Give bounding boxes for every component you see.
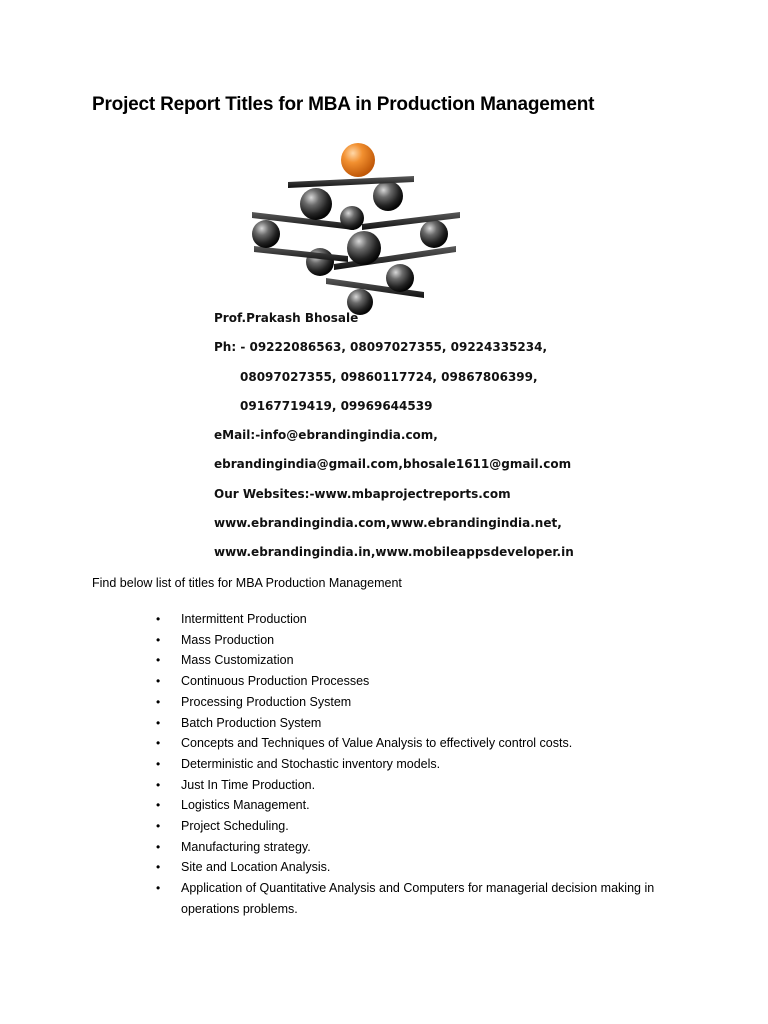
list-item bbox=[156, 609, 696, 630]
phone-line-1: Ph: - 09222086563, 08097027355, 09224335234, bbox=[214, 340, 548, 355]
bullet-icon: • bbox=[156, 798, 161, 813]
bullet-icon: • bbox=[156, 674, 161, 689]
list-item bbox=[156, 878, 696, 919]
bullet-icon: • bbox=[156, 715, 161, 730]
list-item bbox=[156, 733, 696, 754]
bullet-icon: • bbox=[156, 819, 161, 834]
bullet-icon: • bbox=[156, 632, 161, 647]
titles-list bbox=[156, 609, 696, 920]
list-item-text: Intermittent Production bbox=[181, 612, 307, 626]
list-item bbox=[156, 795, 696, 816]
balancing-spheres-icon bbox=[244, 138, 466, 318]
websites-line-2: www.ebrandingindia.com,www.ebrandingindia.net, bbox=[214, 516, 562, 531]
list-item bbox=[156, 754, 696, 775]
websites-line-1: Our Websites:-www.mbaprojectreports.com bbox=[214, 486, 511, 501]
list-item-text: Project Scheduling. bbox=[181, 819, 289, 834]
list-item-text: Manufacturing strategy. bbox=[181, 839, 311, 854]
email-line-1: eMail:-info@ebrandingindia.com, bbox=[214, 428, 438, 443]
list-item bbox=[156, 713, 696, 734]
list-item-text: Mass Production bbox=[181, 632, 275, 647]
page-title: Project Report Titles for MBA in Production Management bbox=[92, 94, 595, 115]
bullet-icon: • bbox=[156, 612, 161, 626]
bullet-icon: • bbox=[156, 653, 161, 668]
list-item-text: Deterministic and Stochastic inventory models. bbox=[181, 756, 441, 771]
list-item-text: Logistics Management. bbox=[181, 798, 310, 813]
contact-block bbox=[214, 309, 734, 573]
list-item-text: Processing Production System bbox=[181, 694, 352, 709]
bullet-icon: • bbox=[156, 881, 161, 896]
list-item-text: Site and Location Analysis. bbox=[181, 860, 331, 875]
websites-line-3: www.ebrandingindia.in,www.mobileappsdeveloper.in bbox=[214, 545, 574, 560]
bullet-icon: • bbox=[156, 736, 161, 751]
list-item bbox=[156, 816, 696, 837]
list-item-text: Batch Production System bbox=[181, 715, 322, 730]
list-item bbox=[156, 837, 696, 858]
phone-line-3: 09167719419, 09969644539 bbox=[240, 398, 433, 413]
list-item-text: Mass Customization bbox=[181, 653, 294, 668]
bullet-icon: • bbox=[156, 839, 161, 854]
list-item-text: Just In Time Production. bbox=[181, 777, 316, 792]
phone-line-2: 08097027355, 09860117724, 09867806399, bbox=[240, 369, 538, 384]
list-item bbox=[156, 650, 696, 671]
list-item-text: Continuous Production Processes bbox=[181, 674, 370, 689]
bullet-icon: • bbox=[156, 860, 161, 875]
bullet-icon: • bbox=[156, 756, 161, 771]
list-item-text: Application of Quantitative Analysis and Computers for managerial decision making in operations problems. bbox=[181, 881, 655, 916]
bullet-icon: • bbox=[156, 777, 161, 792]
email-line-2: ebrandingindia@gmail.com,bhosale1611@gmail.com bbox=[214, 457, 572, 472]
contact-name: Prof.Prakash Bhosale bbox=[214, 311, 359, 325]
list-item bbox=[156, 857, 696, 878]
bullet-icon: • bbox=[156, 694, 161, 709]
list-item bbox=[156, 671, 696, 692]
list-item bbox=[156, 692, 696, 713]
list-item bbox=[156, 775, 696, 796]
list-intro: Find below list of titles for MBA Production Management bbox=[92, 576, 402, 590]
list-item bbox=[156, 630, 696, 651]
list-item-text: Concepts and Techniques of Value Analysis to effectively control costs. bbox=[181, 736, 573, 751]
